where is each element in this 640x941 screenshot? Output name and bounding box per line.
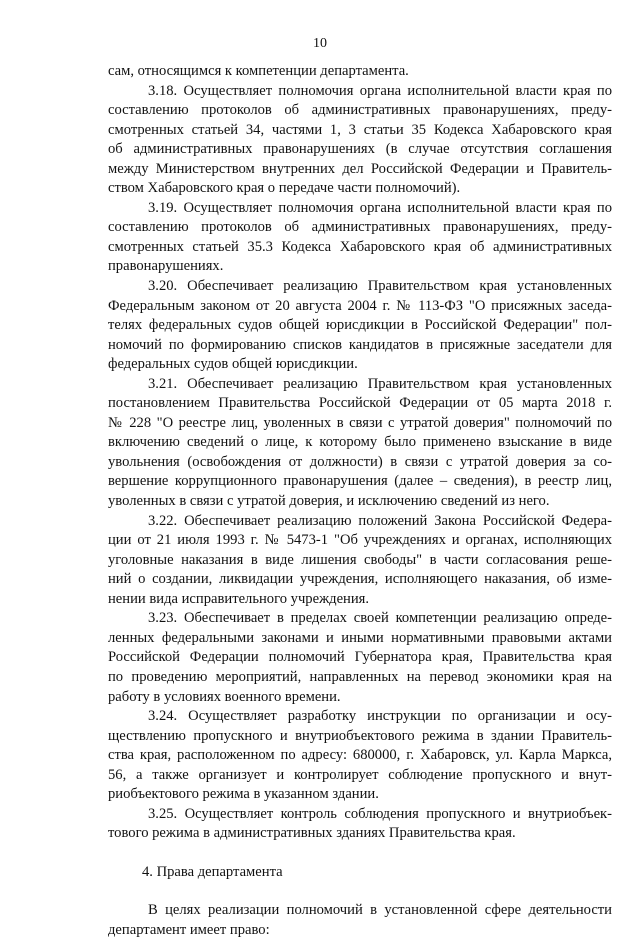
paragraph-p3_22: [108, 512, 612, 610]
text-line: риобъектового режима в указанном здании.: [108, 786, 379, 803]
text-line: составлению протоколов об административных правонарушениях, преду-: [108, 219, 612, 236]
paragraph-cont: [108, 62, 612, 82]
paragraph-p3_20: [108, 277, 612, 375]
paragraph-gap: [108, 844, 612, 863]
text-line: 4. Права департамента: [142, 863, 283, 880]
text-line: ством Хабаровского края о передаче части полномочий).: [108, 180, 461, 197]
text-line: между Министерством внутренних дел Российской Федерации и Правитель-: [108, 160, 612, 177]
text-line: уволенных в связи с утратой доверия, и исключению сведений из него.: [108, 493, 550, 510]
text-line: 3.21. Обеспечивает реализацию Правительством края установленных: [148, 375, 612, 392]
text-line: работу в условиях военного времени.: [108, 688, 341, 705]
text-line: 3.22. Обеспечивает реализацию положений Закона Российской Федера-: [148, 512, 612, 529]
text-line: ний о создании, ликвидации учреждения, исполняющего наказания, об изме-: [108, 571, 612, 588]
text-line: уголовные наказания в виде лишения свободы" в части согласования реше-: [108, 551, 612, 568]
text-line: Федеральным законом от 20 августа 2004 г. № 113-ФЗ "О присяжных заседа-: [108, 297, 612, 314]
text-line: составлению протоколов об административных правонарушениях, преду-: [108, 102, 612, 119]
text-line: ства края, расположенном по адресу: 680000, г. Хабаровск, ул. Карла Маркса,: [108, 747, 612, 764]
paragraph-p3_18: [108, 82, 612, 199]
text-line: номочий по формированию списков кандидатов в присяжные заседатели для: [108, 336, 612, 353]
text-line: 56, а также организует и контролирует соблюдение пропускного и внут-: [108, 766, 612, 783]
paragraph-p4_intro: [108, 901, 612, 940]
text-line: В целях реализации полномочий в установленной сфере деятельности: [148, 902, 612, 919]
text-line: вершение коррупционного правонарушения (далее – сведения), в реестр лиц,: [108, 473, 612, 490]
text-line: ленных федеральными законами и иными нормативными правовыми актами: [108, 629, 612, 646]
text-line: включению сведений о лице, к которому было применено взыскание в виде: [108, 434, 612, 451]
paragraph-p3_19: [108, 199, 612, 277]
text-line: 3.24. Осуществляет разработку инструкции по организации и осу-: [148, 708, 612, 725]
text-line: федеральных судов общей юрисдикции.: [108, 356, 358, 373]
text-line: постановлением Правительства Российской Федерации от 05 марта 2018 г.: [108, 395, 612, 412]
text-line: № 228 "О реестре лиц, уволенных в связи с утратой доверия" полномочий по: [108, 414, 612, 431]
text-line: тового режима в административных зданиях Правительства края.: [108, 825, 516, 842]
text-line: сам, относящимся к компетенции департамента.: [108, 63, 409, 79]
text-line: об административных правонарушениях (в случае отсутствия соглашения: [108, 141, 612, 158]
page-number: 10: [313, 36, 327, 51]
paragraph-gap: [108, 882, 612, 901]
text-line: по проведению мероприятий, направленных на перевод экономики края на: [108, 668, 612, 685]
text-line: увольнения (освобождения от должности) в связи с утратой доверия за со-: [108, 453, 612, 470]
document-body: [108, 62, 612, 941]
text-line: 3.20. Обеспечивает реализацию Правительством края установленных: [148, 278, 612, 295]
paragraph-p3_21: [108, 375, 612, 512]
text-line: правонарушениях.: [108, 258, 224, 275]
paragraph-p3_24: [108, 707, 612, 805]
text-line: Российской Федерации полномочий Губернатора края, Правительства края: [108, 649, 612, 666]
text-line: 3.19. Осуществляет полномочия органа исполнительной власти края по: [148, 199, 612, 216]
text-line: ции от 21 июля 1993 г. № 5473-1 "Об учреждениях и органах, исполняющих: [108, 532, 612, 549]
text-line: смотренных статьей 34, частями 1, 3 статьи 35 Кодекса Хабаровского края: [108, 121, 612, 138]
paragraph-p3_25: [108, 805, 612, 844]
text-line: нении вида исправительного учреждения.: [108, 590, 370, 607]
paragraph-p3_23: [108, 609, 612, 707]
section-heading: [108, 863, 612, 883]
text-line: смотренных статьей 35.3 Кодекса Хабаровского края об административных: [108, 238, 612, 255]
text-line: ществлению пропускного и внутриобъектового режима в здании Правитель-: [108, 727, 612, 744]
text-line: департамент имеет право:: [108, 921, 270, 938]
text-line: 3.23. Обеспечивает в пределах своей компетенции реализацию опреде-: [148, 610, 612, 627]
text-line: телях федеральных судов общей юрисдикции в Российской Федерации" пол-: [108, 317, 612, 334]
text-line: 3.18. Осуществляет полномочия органа исполнительной власти края по: [148, 82, 612, 99]
text-line: 3.25. Осуществляет контроль соблюдения пропускного и внутриобъек-: [148, 805, 612, 822]
